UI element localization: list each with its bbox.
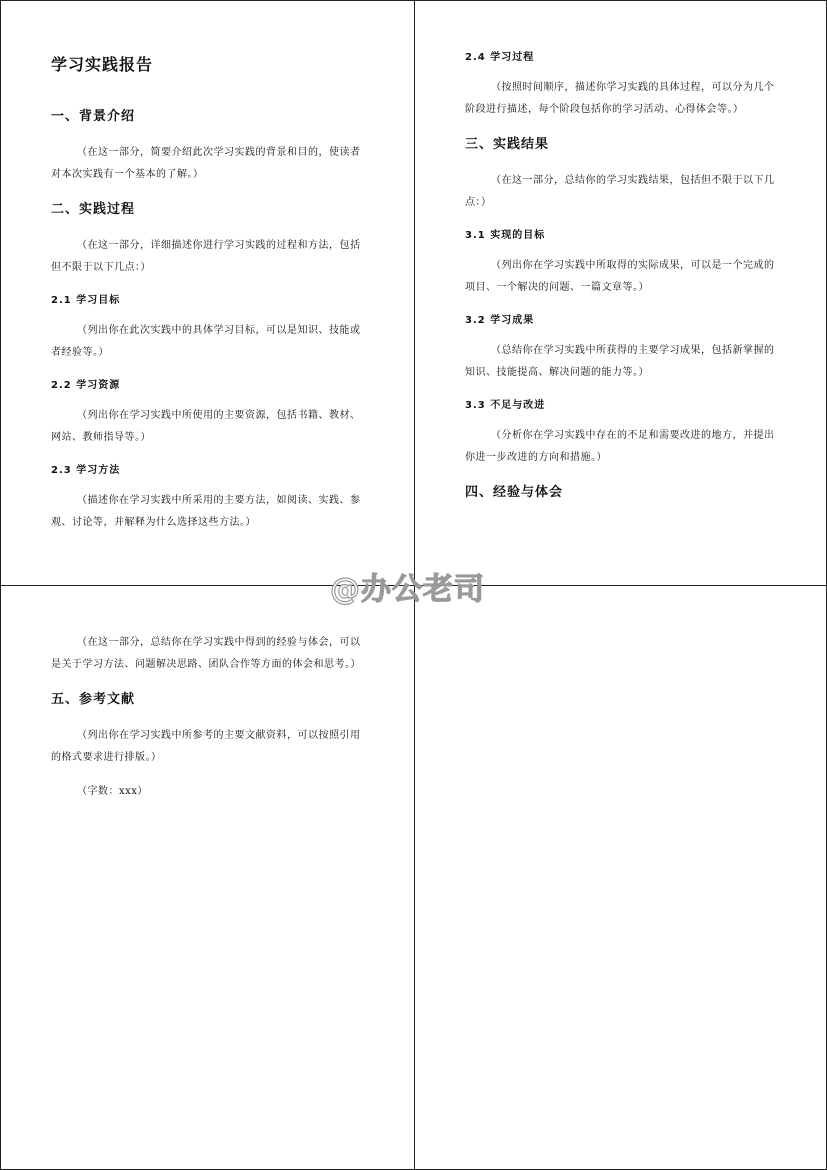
section-heading-experience: 四、经验与体会	[465, 485, 564, 500]
subsection-heading-achieved-goals: 3.1 实现的目标	[465, 230, 546, 241]
subsection-text-goals: （列出你在此次实践中的具体学习目标，可以是知识、技能或者经验等。）	[51, 325, 361, 358]
section-text-experience: （在这一部分，总结你在学习实践中得到的经验与体会，可以是关于学习方法、问题解决思路、团队合作等方面的体会和思考。）	[51, 637, 361, 670]
subsection-text-improvements: （分析你在学习实践中存在的不足和需要改进的地方，并提出你进一步改进的方向和措施。）	[465, 430, 775, 463]
section-heading-process: 二、实践过程	[51, 202, 136, 217]
word-count: （字数：xxx）	[77, 786, 148, 797]
subsection-text-learning-process: （按照时间顺序，描述你学习实践的具体过程，可以分为几个阶段进行描述，每个阶段包括你的学习活动、心得体会等。）	[465, 82, 775, 115]
subsection-heading-methods: 2.3 学习方法	[51, 465, 121, 476]
subsection-heading-outcomes: 3.2 学习成果	[465, 315, 535, 326]
subsection-heading-goals: 2.1 学习目标	[51, 295, 121, 306]
document-title: 学习实践报告	[51, 55, 154, 74]
section-heading-background: 一、背景介绍	[51, 109, 136, 124]
subsection-text-outcomes: （总结你在学习实践中所获得的主要学习成果，包括新掌握的知识、技能提高、解决问题的能力等。）	[465, 345, 775, 378]
section-text-process: （在这一部分，详细描述你进行学习实践的过程和方法，包括但不限于以下几点：）	[51, 240, 361, 273]
subsection-text-resources: （列出你在学习实践中所使用的主要资源，包括书籍、教材、网站、教师指导等。）	[51, 410, 361, 443]
subsection-text-methods: （描述你在学习实践中所采用的主要方法，如阅读、实践、参观、讨论等，并解释为什么选择这些方法。）	[51, 495, 361, 528]
section-text-references: （列出你在学习实践中所参考的主要文献资料，可以按照引用的格式要求进行排版。）	[51, 730, 361, 763]
watermark: @办公老司	[330, 572, 485, 607]
section-heading-results: 三、实践结果	[465, 137, 550, 152]
subsection-text-achieved-goals: （列出你在学习实践中所取得的实际成果，可以是一个完成的项目、一个解决的问题、一篇文章等。）	[465, 260, 775, 293]
subsection-heading-learning-process: 2.4 学习过程	[465, 52, 535, 63]
section-text-results: （在这一部分，总结你的学习实践结果，包括但不限于以下几点：）	[465, 175, 775, 208]
section-heading-references: 五、参考文献	[51, 692, 136, 707]
section-text-background: （在这一部分，简要介绍此次学习实践的背景和目的，使读者对本次实践有一个基本的了解。）	[51, 147, 361, 180]
page-2	[415, 0, 827, 585]
page-1	[0, 0, 414, 585]
subsection-heading-improvements: 3.3 不足与改进	[465, 400, 546, 411]
page-3	[0, 586, 414, 1170]
subsection-heading-resources: 2.2 学习资源	[51, 380, 121, 391]
